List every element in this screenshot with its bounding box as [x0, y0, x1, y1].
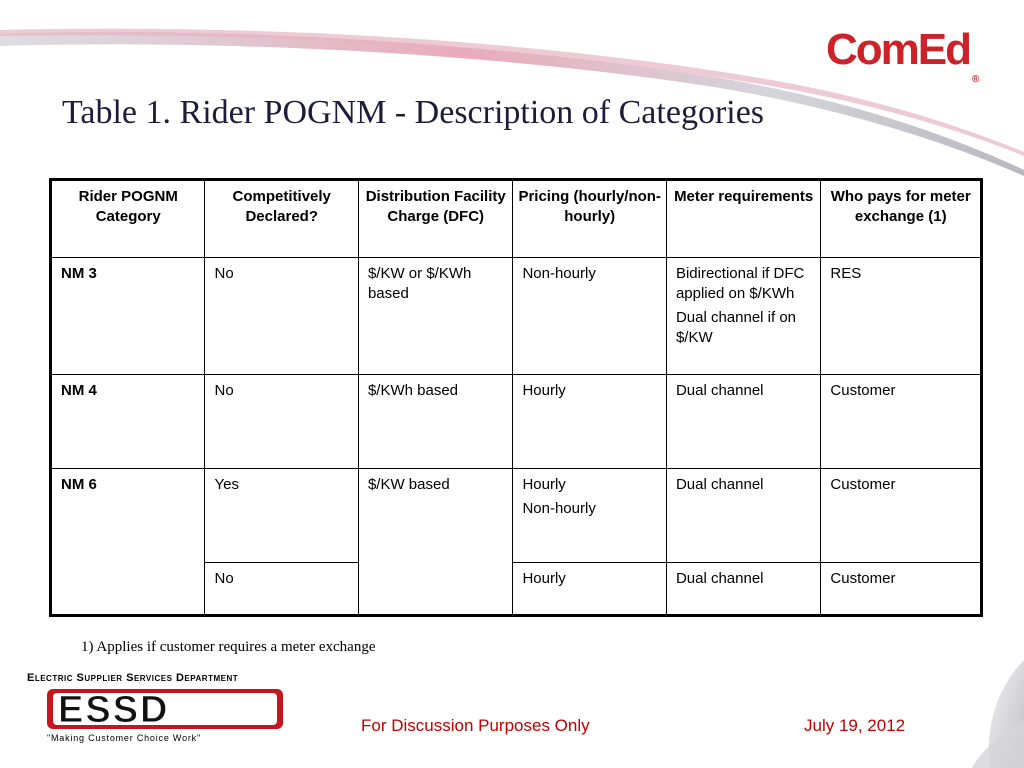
cell-meter: Dual channel — [666, 469, 820, 563]
slide-title: Table 1. Rider POGNM - Description of Categories — [62, 94, 765, 131]
categories-table — [49, 178, 983, 617]
cell-meter: Dual channel — [666, 563, 820, 616]
header-declared: Competitively Declared? — [205, 180, 358, 258]
table-footnote: 1) Applies if customer requires a meter exchange — [81, 639, 376, 655]
cell-category: NM 4 — [51, 375, 205, 469]
cell-pricing — [513, 469, 666, 563]
cell-payer: Customer — [821, 469, 982, 563]
table-row-nm4 — [51, 375, 982, 469]
comed-logo — [826, 25, 980, 85]
table-row-nm3 — [51, 258, 982, 375]
meter-line-1: Bidirectional if DFC applied on $/KWh — [675, 265, 805, 302]
cell-pricing: Non-hourly — [513, 258, 666, 375]
pricing-line-2: Non-hourly — [522, 500, 596, 517]
cell-dfc: $/KW based — [358, 469, 512, 616]
discussion-notice: For Discussion Purposes Only — [361, 716, 590, 735]
essd-department-text: Electric Supplier Services Department — [27, 672, 239, 684]
header-category: Rider POGNM Category — [51, 180, 205, 258]
cell-dfc: $/KWh based — [358, 375, 512, 469]
table-row-nm6-yes — [51, 469, 982, 563]
cell-meter: Dual channel — [666, 375, 820, 469]
header-dfc: Distribution Facility Charge (DFC) — [358, 180, 512, 258]
header-payer: Who pays for meter exchange (1) — [821, 180, 982, 258]
slide-date: July 19, 2012 — [804, 716, 906, 735]
table-header-row — [51, 180, 982, 258]
header-pricing: Pricing (hourly/non-hourly) — [513, 180, 666, 258]
cell-declared: No — [205, 375, 358, 469]
cell-dfc: $/KW or $/KWh based — [358, 258, 512, 375]
cell-payer: RES — [821, 258, 982, 375]
cell-payer: Customer — [821, 563, 982, 616]
cell-declared: Yes — [205, 469, 358, 563]
cell-payer: Customer — [821, 375, 982, 469]
cell-declared: No — [205, 258, 358, 375]
meter-line-2: Dual channel if on $/KW — [675, 309, 797, 346]
essd-logo: ESSD — [58, 689, 170, 731]
essd-slogan: "Making Customer Choice Work" — [47, 733, 201, 743]
cell-declared: No — [205, 563, 358, 616]
cell-pricing: Hourly — [513, 375, 666, 469]
cell-category: NM 6 — [51, 469, 205, 616]
essd-department-caption — [27, 672, 307, 684]
cell-meter — [666, 258, 820, 375]
header-meter: Meter requirements — [666, 180, 820, 258]
cell-category: NM 3 — [51, 258, 205, 375]
pricing-line-1: Hourly — [522, 476, 566, 493]
cell-pricing: Hourly — [513, 563, 666, 616]
comed-logo-text: ComEd — [826, 25, 970, 74]
registered-mark: ® — [972, 74, 980, 85]
